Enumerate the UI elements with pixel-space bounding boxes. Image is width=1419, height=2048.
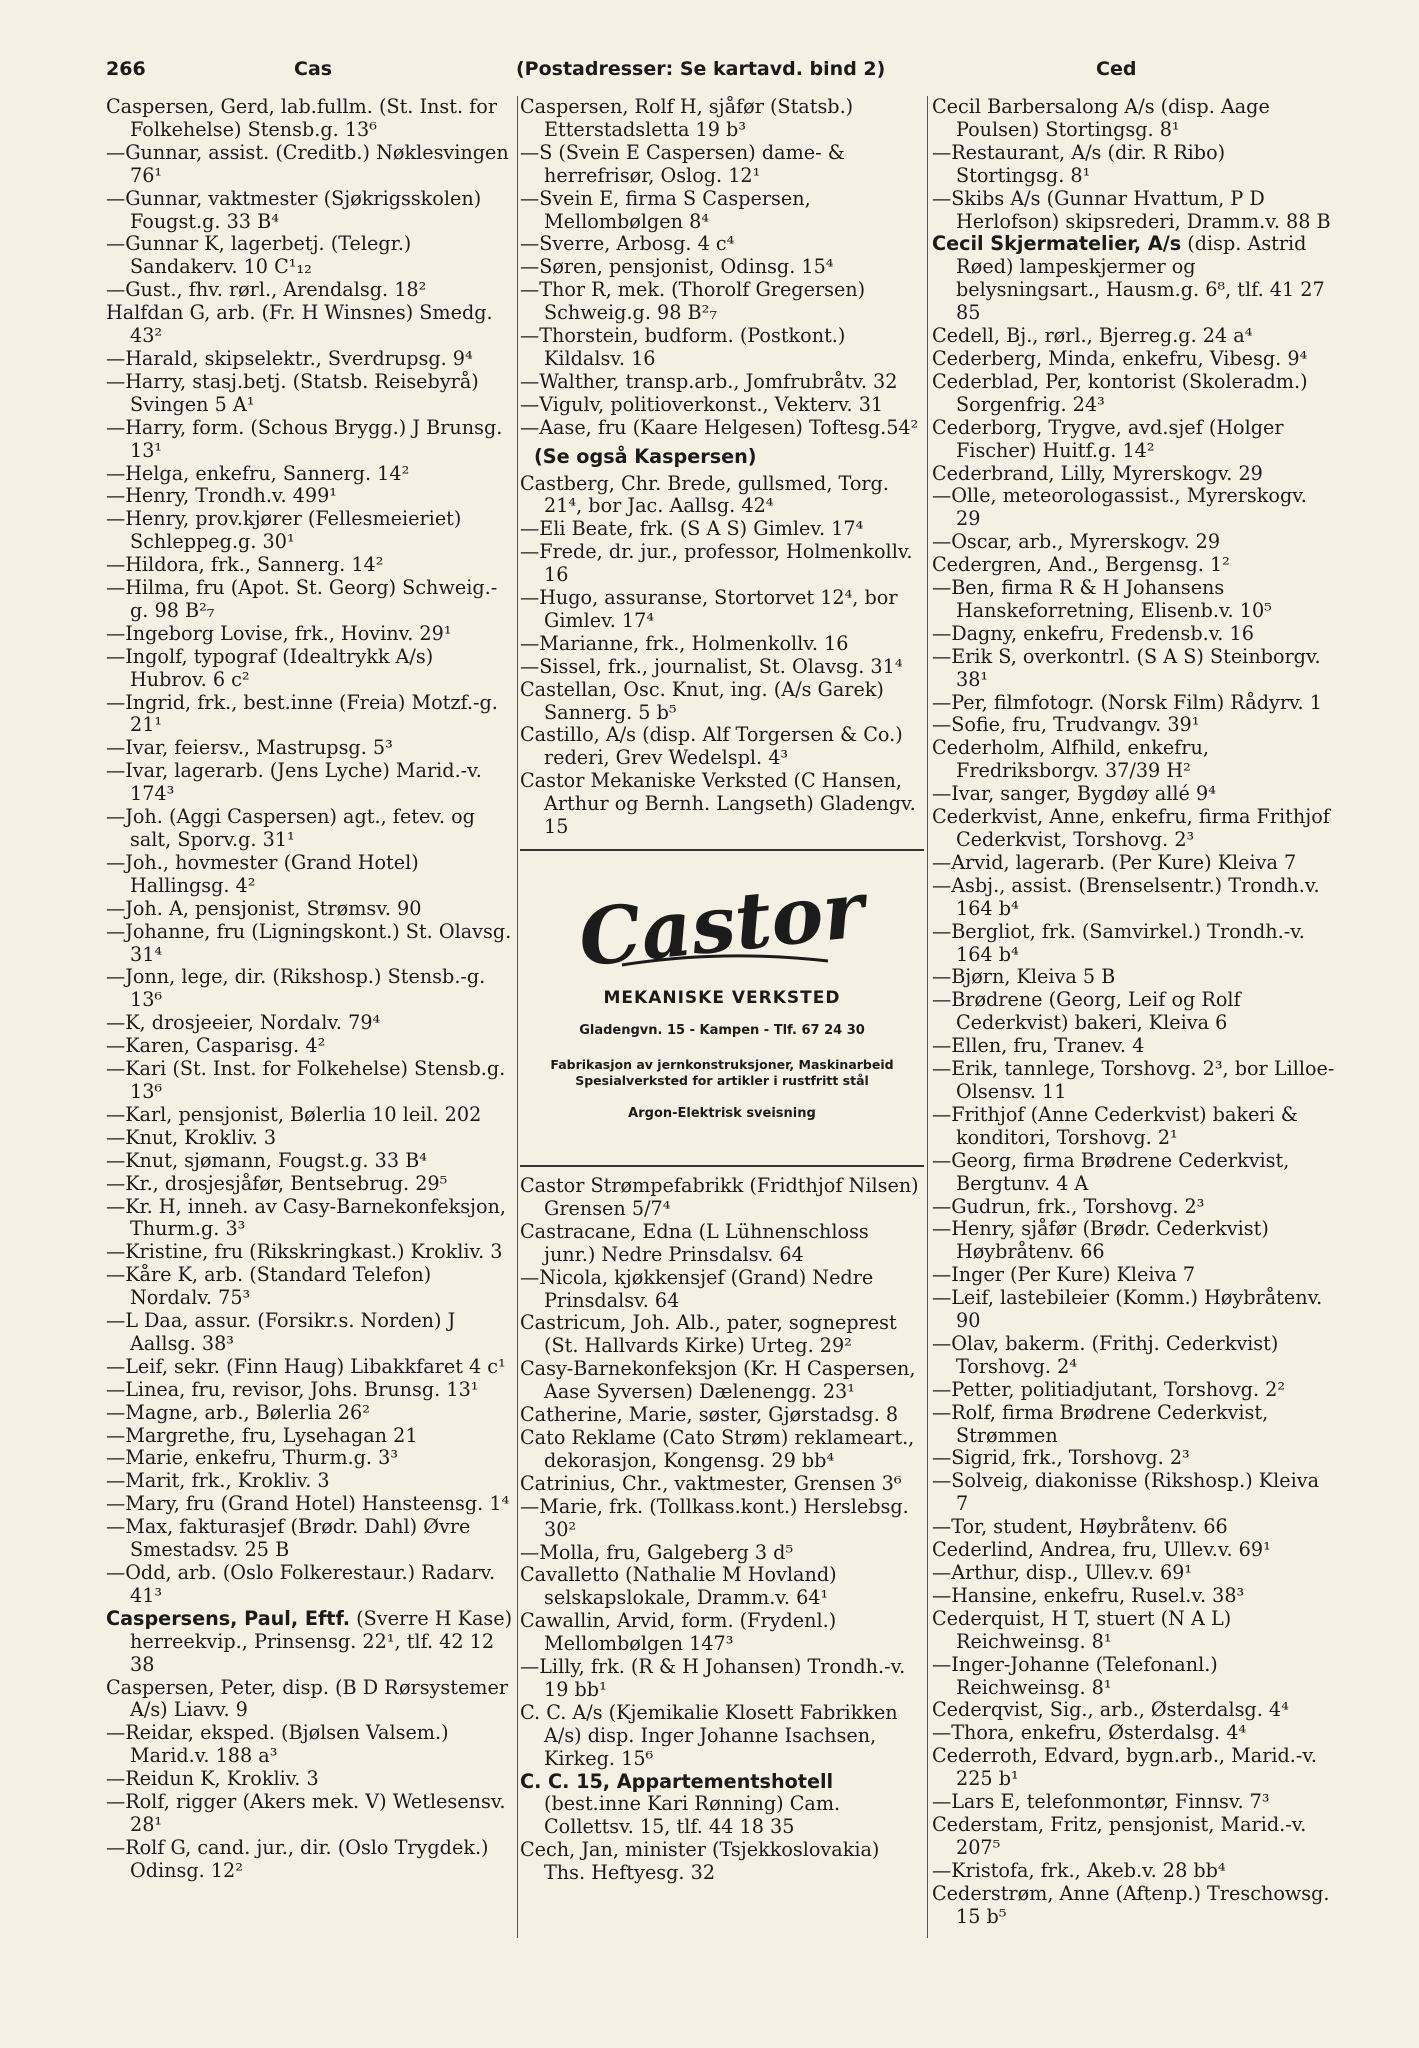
directory-entry: —Kr. H, inneh. av Casy-Barnekonfeksjon, Thurm.g. 3³ — [106, 1194, 506, 1241]
directory-entry: —Kr., drosjesjåfør, Bentsebrug. 29⁵ — [106, 1171, 448, 1195]
directory-entry: —Olle, meteorologassist., Myrerskogv. 29 — [932, 484, 1307, 531]
directory-entry: —Sigrid, frk., Torshovg. 2³ — [932, 1446, 1190, 1470]
directory-entry: —Thorstein, budform. (Postkont.) Kildalsv. 16 — [520, 324, 846, 370]
directory-entry: Cederlind, Andrea, fru, Ullev.v. 69¹ — [932, 1538, 1271, 1562]
entry-bold-lead: Cecil Skjermatelier, A/s — [932, 232, 1182, 256]
directory-entry: Catrinius, Chr., vaktmester, Grensen 3⁶ — [520, 1471, 902, 1495]
directory-entry: —Kristine, fru (Rikskringkast.) Krokliv. 3 — [106, 1240, 503, 1264]
directory-entry: —Georg, firma Brødrene Cederkvist, Bergtunv. 4 A — [932, 1148, 1290, 1195]
directory-entry: —Henry, prov.kjører (Fellesmeieriet) Schleppeg.g. 30¹ — [106, 507, 462, 554]
directory-entry: —Søren, pensjonist, Odinsg. 15⁴ — [520, 255, 834, 279]
directory-entry: —Walther, transp.arb., Jomfrubråtv. 32 — [520, 369, 898, 393]
directory-entry: —Hugo, assuranse, Stortorvet 12⁴, bor Gimlev. 17⁴ — [520, 586, 898, 632]
directory-entry: Cavalletto (Nathalie M Hovland) selskapslokale, Dramm.v. 64¹ — [520, 1563, 837, 1610]
directory-entry: —Knut, Krokliv. 3 — [106, 1125, 277, 1149]
directory-entry: Cato Reklame (Cato Strøm) reklameart., dekorasjon, Kongensg. 29 bb⁴ — [520, 1425, 915, 1472]
directory-entry: —Marie, frk. (Tollkass.kont.) Herslebsg. 30² — [520, 1494, 909, 1541]
directory-entry: —Hansine, enkefru, Rusel.v. 38³ — [932, 1583, 1245, 1607]
directory-entry: Caspersen, Peter, disp. (B D Rørsystemer A/s) Liavv. 9 — [106, 1675, 509, 1722]
directory-entry: —Oscar, arb., Myrerskogv. 29 — [932, 530, 1221, 554]
directory-entry: —Max, fakturasjef (Brødr. Dahl) Øvre Smestadsv. 25 B — [106, 1515, 471, 1562]
header-right-word: Ced — [1096, 58, 1137, 80]
directory-entry: —Eli Beate, frk. (S A S) Gimlev. 17⁴ — [520, 517, 864, 541]
directory-entry: —Karl, pensjonist, Bølerlia 10 leil. 202 — [106, 1102, 482, 1126]
directory-entry: —Skibs A/s (Gunnar Hvattum, P D Herlofson) skipsrederi, Dramm.v. 88 B — [932, 186, 1331, 233]
ad-description-line: Fabrikasjon av jernkonstruksjoner, Maskinarbeid — [550, 1056, 894, 1072]
column-1 — [106, 96, 514, 1996]
directory-entry: —Vigulv, politioverkonst., Vekterv. 31 — [520, 392, 884, 416]
directory-entry: Cederkvist, Anne, enkefru, firma Frithjof Cederkvist, Torshovg. 2³ — [932, 805, 1330, 851]
directory-entry: —Marie, enkefru, Thurm.g. 3³ — [106, 1446, 399, 1470]
directory-entry: Cederberg, Minda, enkefru, Vibesg. 9⁴ — [932, 346, 1308, 370]
directory-entry: —Bjørn, Kleiva 5 B — [932, 965, 1116, 989]
directory-entry: —Molla, fru, Galgeberg 3 d⁵ — [520, 1540, 794, 1564]
directory-entry: C. C. A/s (Kjemikalie Klosett Fabrikken A/s) disp. Inger Johanne Isachsen, Kirkeg. 15⁶ — [520, 1700, 898, 1770]
directory-entry: —Knut, sjømann, Fougst.g. 33 B⁴ — [106, 1148, 427, 1172]
directory-entry: —Restaurant, A/s (dir. R Ribo) Stortingsg. 8¹ — [932, 140, 1226, 187]
column-2 — [520, 96, 924, 1996]
castor-logo — [574, 864, 869, 985]
directory-entry: —Marianne, frk., Holmenkollv. 16 — [520, 631, 849, 655]
directory-entry: —Reidun K, Krokliv. 3 — [106, 1767, 319, 1791]
directory-entry: —Gunnar K, lagerbetj. (Telegr.) Sandakerv. 10 C¹₁₂ — [106, 232, 412, 279]
directory-entry: Cedergren, And., Bergensg. 1² — [932, 553, 1230, 577]
directory-entry: —Inger-Johanne (Telefonanl.) Reichweinsg. 8¹ — [932, 1652, 1218, 1699]
directory-entry: —Lars E, telefonmontør, Finnsv. 7³ — [932, 1790, 1270, 1814]
directory-entry: —Leif, sekr. (Finn Haug) Libakkfaret 4 c¹ — [106, 1354, 506, 1378]
directory-entry: —Gunnar, vaktmester (Sjøkrigsskolen) Fougst.g. 33 B⁴ — [106, 186, 482, 233]
directory-entry: —Lilly, frk. (R & H Johansen) Trondh.-v. 19 bb¹ — [520, 1655, 906, 1701]
directory-entry: Caspersen, Rolf H, sjåfør (Statsb.) Etterstadsletta 19 b³ — [520, 95, 854, 141]
directory-entry: —Gunnar, assist. (Creditb.) Nøklesvingen 76¹ — [106, 140, 509, 187]
directory-entry: Castor Strømpefabrikk (Fridthjof Nilsen) Grensen 5/7⁴ — [520, 1174, 919, 1220]
directory-entry: —Thora, enkefru, Østerdalsg. 4⁴ — [932, 1721, 1247, 1745]
directory-entry: —K, drosjeeier, Nordalv. 79⁴ — [106, 1011, 381, 1035]
directory-entry: —Harald, skipselektr., Sverdrupsg. 9⁴ — [106, 346, 473, 370]
directory-entry: —Hilma, fru (Apot. St. Georg) Schweig.-g. 98 B²₇ — [106, 576, 498, 622]
directory-entry: —Ingeborg Lovise, frk., Hovinv. 29¹ — [106, 621, 452, 645]
directory-entry: Castricum, Joh. Alb., pater, sogneprest (St. Hallvards Kirke) Urteg. 29² — [520, 1311, 897, 1358]
directory-entry: —Joh., hovmester (Grand Hotel) Hallingsg. 4² — [106, 850, 419, 897]
header-middle: (Postadresser: Se kartavd. bind 2) — [516, 58, 886, 80]
directory-entry: Cawallin, Arvid, form. (Frydenl.) Mellombølgen 147³ — [520, 1609, 837, 1656]
directory-entry: —Frede, dr. jur., professor, Holmenkollv. 16 — [520, 540, 913, 587]
column-3 — [932, 96, 1336, 1996]
directory-entry: —Tor, student, Høybråtenv. 66 — [932, 1515, 1228, 1539]
directory-entry: Cedell, Bj., rørl., Bjerreg.g. 24 a⁴ — [932, 324, 1253, 348]
directory-entry: Cederstrøm, Anne (Aftenp.) Treschowsg. 15 b⁵ — [932, 1881, 1330, 1928]
directory-entry: Cech, Jan, minister (Tsjekkoslovakia) Ths. Heftyesg. 32 — [520, 1838, 880, 1885]
directory-entry: —Frithjof (Anne Cederkvist) bakeri & konditori, Torshovg. 2¹ — [932, 1102, 1298, 1149]
directory-entry: —Gudrun, frk., Torshovg. 2³ — [932, 1194, 1205, 1218]
page-number: 266 — [106, 58, 146, 80]
directory-entry: Cederborg, Trygve, avd.sjef (Holger Fischer) Huitf.g. 14² — [932, 415, 1284, 462]
directory-entry: —Harry, form. (Schous Brygg.) J Brunsg. 13¹ — [106, 415, 503, 462]
directory-entry: —Bergliot, frk. (Samvirkel.) Trondh.-v. 164 b⁴ — [932, 919, 1305, 966]
directory-entry: —Kristofa, frk., Akeb.v. 28 bb⁴ — [932, 1858, 1226, 1882]
directory-entry: —Dagny, enkefru, Fredensb.v. 16 — [932, 621, 1254, 645]
directory-entry: Catherine, Marie, søster, Gjørstadsg. 8 — [520, 1403, 899, 1427]
directory-entry: Castor Mekaniske Verksted (C Hansen, Arthur og Bernh. Langseth) Gladengv. 15 — [520, 769, 916, 839]
ad-address: Gladengvn. 15 - Kampen - Tlf. 67 24 30 — [579, 1022, 865, 1038]
directory-entry: Castberg, Chr. Brede, gullsmed, Torg. 21⁴, bor Jac. Aallsg. 42⁴ — [520, 471, 889, 518]
directory-entry: —Ellen, fru, Tranev. 4 — [932, 1034, 1145, 1058]
directory-entry: —Ingrid, frk., best.inne (Freia) Motzf.-g. 21¹ — [106, 690, 498, 737]
directory-entry: —Aase, fru (Kaare Helgesen) Toftesg.54² — [520, 415, 919, 439]
directory-entry: —Thor R, mek. (Thorolf Gregersen) Schweig.g. 98 B²₇ — [520, 278, 866, 325]
column-divider — [517, 96, 518, 1938]
directory-entry: Cecil Barbersalong A/s (disp. Aage Poulsen) Stortingsg. 8¹ — [932, 95, 1270, 141]
directory-entry: —Kåre K, arb. (Standard Telefon) Nordalv. 75³ — [106, 1263, 432, 1310]
directory-entry: —Ivar, feiersv., Mastrupsg. 5³ — [106, 736, 393, 760]
directory-entry: —Svein E, firma S Caspersen, Mellombølgen 8⁴ — [520, 186, 811, 233]
directory-entry: Caspersens, Paul, Eftf. (Sverre H Kase) herreekvip., Prinsensg. 22¹, tlf. 42 12 38 — [106, 1606, 513, 1676]
directory-entry: Caspersen, Gerd, lab.fullm. (St. Inst. for Folkehelse) Stensb.g. 13⁶ — [106, 95, 498, 141]
directory-entry: —Ingolf, typograf (Idealtrykk A/s) Hubrov. 6 c² — [106, 644, 434, 691]
directory-entry: —Leif, lastebileier (Komm.) Høybråtenv. 90 — [932, 1286, 1323, 1333]
directory-entry: —Gust., fhv. rørl., Arendalsg. 18² — [106, 278, 427, 302]
directory-entry: —Harry, stasj.betj. (Statsb. Reisebyrå) Svingen 5 A¹ — [106, 369, 479, 416]
directory-entry: Cederqvist, Sig., arb., Østerdalsg. 4⁴ — [932, 1698, 1289, 1722]
directory-entry: Cederquist, H T, stuert (N A L) Reichweinsg. 8¹ — [932, 1606, 1232, 1653]
directory-entry: —Hildora, frk., Sannerg. 14² — [106, 553, 384, 577]
directory-entry: —S (Svein E Caspersen) dame- & herrefrisør, Oslog. 12¹ — [520, 140, 845, 187]
directory-entry: —Erik, tannlege, Torshovg. 2³, bor Lilloe-Olsensv. 11 — [932, 1057, 1335, 1103]
header-left-word: Cas — [294, 58, 333, 80]
directory-entry: Halfdan G, arb. (Fr. H Winsnes) Smedg. 43² — [106, 301, 493, 348]
directory-entry: —Jonn, lege, dir. (Rikshosp.) Stensb.-g. 13⁶ — [106, 965, 486, 1012]
directory-entry: —Mary, fru (Grand Hotel) Hansteensg. 1⁴ — [106, 1492, 510, 1516]
castor-advertisement — [520, 849, 924, 1167]
directory-entry: —Joh. (Aggi Caspersen) agt., fetev. og salt, Sporv.g. 31¹ — [106, 805, 475, 851]
directory-entry: —Arvid, lagerarb. (Per Kure) Kleiva 7 — [932, 850, 1297, 874]
directory-entry: —Karen, Casparisg. 4² — [106, 1034, 326, 1058]
entry-bold-lead: C. C. 15, Appartementshotell — [520, 1769, 834, 1793]
directory-entry: —Sofie, fru, Trudvangv. 39¹ — [932, 713, 1200, 737]
see-also-note: (Se også Kaspersen) — [534, 444, 757, 468]
directory-entry: —Marit, frk., Krokliv. 3 — [106, 1469, 330, 1493]
directory-entry: —Ivar, sanger, Bygdøy allé 9⁴ — [932, 782, 1216, 806]
directory-entry: —Rolf, rigger (Akers mek. V) Wetlesensv. 28¹ — [106, 1790, 506, 1836]
directory-entry: —Helga, enkefru, Sannerg. 14² — [106, 461, 410, 485]
directory-entry: Cederholm, Alfhild, enkefru, Fredriksborgv. 37/39 H² — [932, 736, 1209, 783]
directory-entry: —Margrethe, fru, Lysehagan 21 — [106, 1423, 418, 1447]
directory-entry: Castracane, Edna (L Lühnenschloss junr.) Nedre Prinsdalsv. 64 — [520, 1219, 869, 1266]
directory-entry: Cederbrand, Lilly, Myrerskogv. 29 — [932, 461, 1263, 485]
directory-entry: C. C. 15, Appartementshotell (best.inne Kari Rønning) Cam. Collettsv. 15, tlf. 44 18 35 — [520, 1769, 841, 1839]
directory-entry: —Per, filmfotogr. (Norsk Film) Rådyrv. 1 — [932, 690, 1322, 714]
directory-entry: —Olav, bakerm. (Frithj. Cederkvist) Torshovg. 2⁴ — [932, 1331, 1279, 1378]
directory-entry: —Rolf, firma Brødrene Cederkvist, Strømmen — [932, 1400, 1269, 1447]
column-2-part-b — [520, 473, 924, 840]
directory-entry: Cederroth, Edvard, bygn.arb., Marid.-v. 225 b¹ — [932, 1744, 1318, 1791]
directory-entry: —Sverre, Arbosg. 4 c⁴ — [520, 232, 735, 256]
directory-entry: —Reidar, eksped. (Bjølsen Valsem.) Marid.v. 188 a³ — [106, 1721, 449, 1768]
directory-entry: —Erik S, overkontrl. (S A S) Steinborgv. 38¹ — [932, 644, 1321, 691]
directory-entry: Casy-Barnekonfeksjon (Kr. H Caspersen, Aase Syversen) Dælenengg. 23¹ — [520, 1357, 916, 1404]
column-2-part-a — [520, 96, 924, 440]
directory-entry: Cederstam, Fritz, pensjonist, Marid.-v. 207⁵ — [932, 1812, 1307, 1859]
directory-entry: —Asbj., assist. (Brenselsentr.) Trondh.v. 164 b⁴ — [932, 873, 1320, 920]
directory-entry: Cecil Skjermatelier, A/s (disp. Astrid Røed) lampeskjermer og belysningsart., Hausm.g. 6⁸, tlf. 41 27 85 — [932, 232, 1325, 325]
entry-bold-lead: Caspersens, Paul, Eftf. — [106, 1606, 351, 1630]
ad-subtitle: MEKANISKE VERKSTED — [603, 988, 841, 1008]
directory-entry: —Henry, sjåfør (Brødr. Cederkvist) Høybråtenv. 66 — [932, 1217, 1269, 1264]
directory-entry: —Kari (St. Inst. for Folkehelse) Stensb.g. 13⁶ — [106, 1057, 506, 1103]
directory-entry: —Arthur, disp., Ullev.v. 69¹ — [932, 1561, 1193, 1584]
directory-entry: —Johanne, fru (Ligningskont.) St. Olavsg. 31⁴ — [106, 919, 512, 966]
directory-entry: —Petter, politiadjutant, Torshovg. 2² — [932, 1377, 1286, 1401]
directory-entry: —Rolf G, cand. jur., dir. (Oslo Trygdek.) Odinsg. 12² — [106, 1835, 489, 1882]
directory-entry: Cederblad, Per, kontorist (Skoleradm.) Sorgenfrig. 24³ — [932, 369, 1308, 416]
ad-welding: Argon-Elektrisk sveisning — [628, 1105, 816, 1121]
directory-entry: Castillo, A/s (disp. Alf Torgersen & Co.) rederi, Grev Wedelspl. 4³ — [520, 723, 903, 770]
directory-entry: —Nicola, kjøkkensjef (Grand) Nedre Prinsdalsv. 64 — [520, 1265, 874, 1312]
directory-entry: —Solveig, diakonisse (Rikshosp.) Kleiva 7 — [932, 1469, 1320, 1516]
castor-logo-text: Castor — [574, 864, 869, 985]
column-2-part-c — [520, 1175, 924, 1885]
directory-entry: —Ivar, lagerarb. (Jens Lyche) Marid.-v. 174³ — [106, 759, 482, 806]
directory-entry: —Brødrene (Georg, Leif og Rolf Cederkvist) bakeri, Kleiva 6 — [932, 988, 1241, 1035]
column-divider — [927, 96, 928, 1938]
directory-entry: —L Daa, assur. (Forsikr.s. Norden) J Aallsg. 38³ — [106, 1309, 456, 1355]
directory-entry: —Ben, firma R & H Johansens Hanskeforretning, Elisenb.v. 10⁵ — [932, 576, 1272, 622]
ad-description-line: Spesialverksted for artikler i rustfritt stål — [575, 1072, 869, 1088]
directory-entry: —Sissel, frk., journalist, St. Olavsg. 31⁴ — [520, 654, 903, 678]
ad-description — [520, 1057, 924, 1089]
directory-entry: —Joh. A, pensjonist, Strømsv. 90 — [106, 896, 422, 920]
directory-entry: —Odd, arb. (Oslo Folkerestaur.) Radarv. 41³ — [106, 1561, 496, 1607]
directory-entry: —Inger (Per Kure) Kleiva 7 — [932, 1263, 1196, 1287]
directory-entry: Castellan, Osc. Knut, ing. (A/s Garek) Sannerg. 5 b⁵ — [520, 677, 884, 724]
directory-entry: —Henry, Trondh.v. 499¹ — [106, 484, 337, 508]
directory-entry: —Linea, fru, revisor, Johs. Brunsg. 13¹ — [106, 1377, 479, 1401]
page-header — [106, 54, 1326, 88]
directory-entry: —Magne, arb., Bølerlia 26² — [106, 1400, 370, 1424]
